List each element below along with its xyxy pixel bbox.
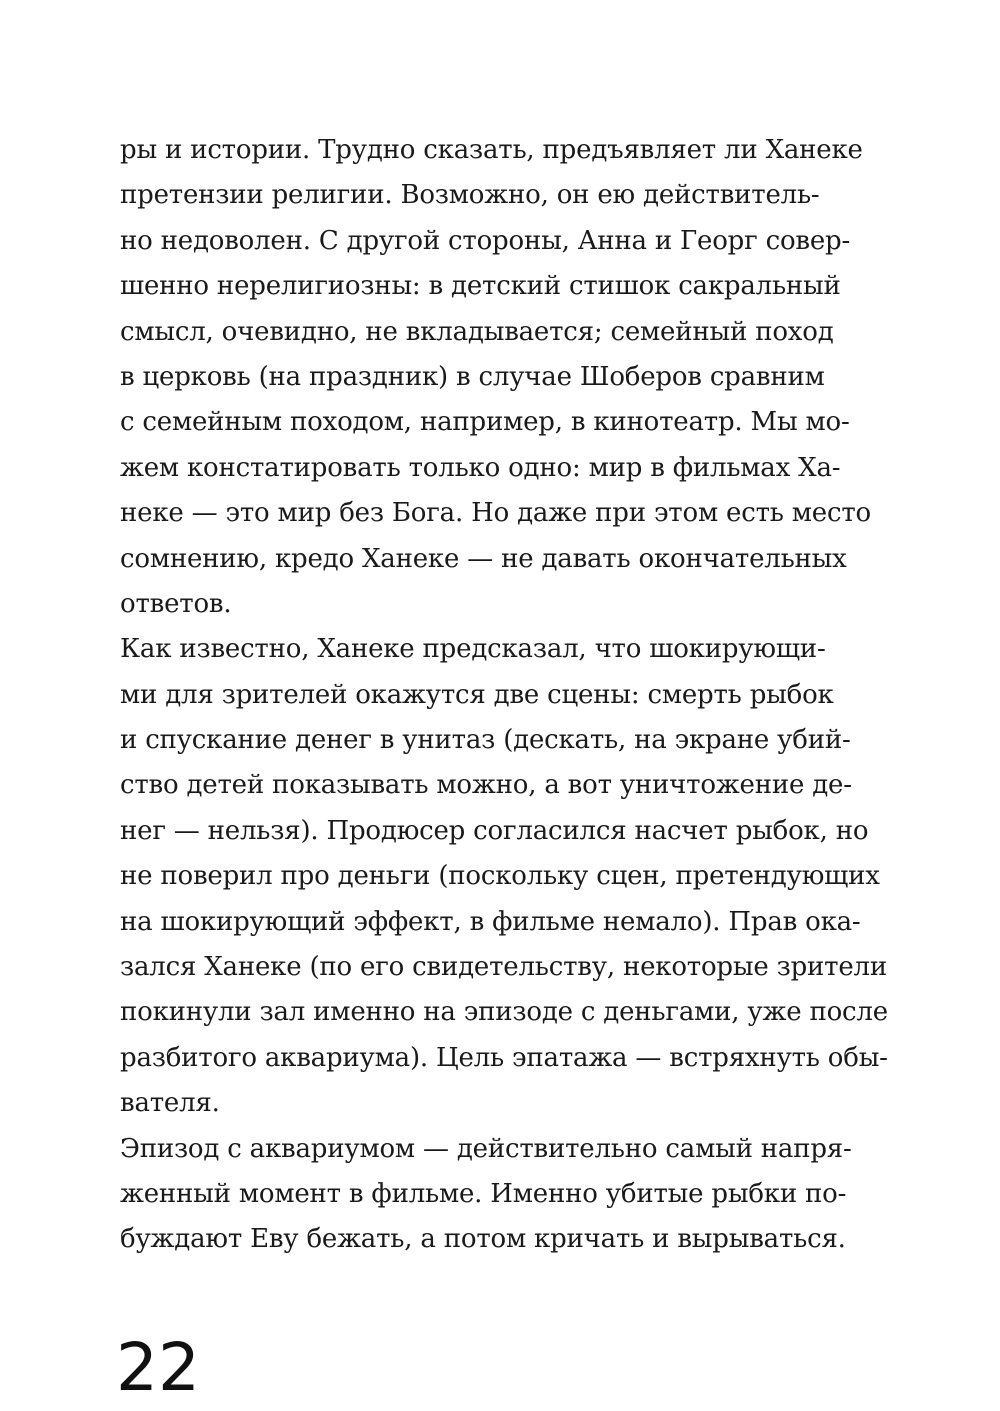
text-line: ры и истории. Трудно сказать, предъявляет ли Ханеке [120,135,863,165]
text-line: покинули зал именно на эпизоде с деньгами, уже после [120,997,888,1028]
text-line: буждают Еву бежать, а потом кричать и вырываться. [120,1224,846,1255]
text-line: ство детей показывать можно, а вот уничтожение де- [120,770,852,801]
text-line: сомнению, кредо Ханеке — не давать окончательных [120,543,847,574]
text-line: но недоволен. С другой стороны, Анна и Георг совер- [120,225,851,256]
text-line: ми для зрителей окажутся две сцены: смерть рыбок [120,679,834,710]
text-line: разбитого аквариума). Цель эпатажа — встряхнуть обы- [120,1042,888,1073]
text-line: вателя. [120,1088,220,1119]
text-line: женный момент в фильме. Именно убитые рыбки по- [120,1178,847,1209]
text-line: нег — нельзя). Продюсер согласился насчет рыбок, но [120,815,869,846]
text-line: и спускание денег в унитаз (дескать, на экране убий- [120,725,851,756]
text-line: Как известно, Ханеке предсказал, что шокирующи- [120,634,826,665]
text-line: жем констатировать только одно: мир в фильмах Ха- [120,452,841,483]
body-text [120,128,950,1263]
text-line: ответов. [120,588,232,619]
page-number: 22 [116,1329,200,1406]
text-line: претензии религии. Возможно, он ею действитель- [120,180,820,211]
text-line: зался Ханеке (по его свидетельству, некоторые зрители [120,952,887,983]
text-line: Эпизод с аквариумом — действительно самый напря- [120,1133,852,1164]
text-line: на шокирующий эффект, в фильме немало). Прав ока- [120,906,861,937]
text-line: шенно нерелигиозны: в детский стишок сакральный [120,271,841,302]
text-line: с семейным походом, например, в кинотеатр. Мы мо- [120,407,850,438]
text-line: в церковь (на праздник) в случае Шоберов сравним [120,361,825,392]
text-line: смысл, очевидно, не вкладывается; семейный поход [120,316,834,347]
text-line: неке — это мир без Бога. Но даже при этом есть место [120,498,871,529]
text-line: не поверил про деньги (поскольку сцен, претендующих [120,861,880,892]
